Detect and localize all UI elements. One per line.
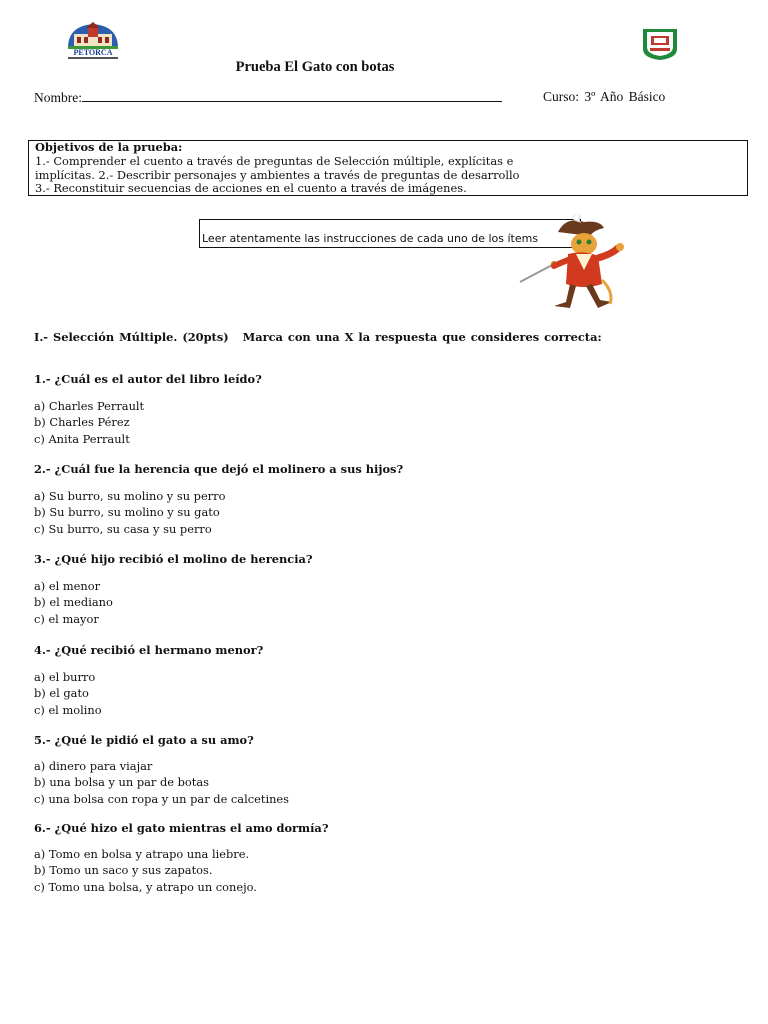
option-a[interactable]: a) el menor <box>34 579 101 593</box>
objective-line: implícitas. 2.- Describir personajes y ambientes a través de preguntas de desarrollo <box>35 167 520 182</box>
option-b[interactable]: b) el mediano <box>34 595 113 610</box>
option-a[interactable]: a) dinero para viajar <box>34 759 153 773</box>
nombre-label: Nombre: <box>34 90 82 105</box>
section-heading <box>34 330 602 344</box>
question-1: 1.- ¿Cuál es el autor del libro leído? <box>34 372 262 386</box>
option-c[interactable]: c) Tomo una bolsa, y atrapo un conejo. <box>34 879 257 894</box>
option-b[interactable]: b) el gato <box>34 686 89 701</box>
curso-label: Curso: 3º Año Básico <box>543 89 666 104</box>
question-1-options <box>34 398 144 447</box>
question-5: 5.- ¿Qué le pidió el gato a su amo? <box>34 733 254 747</box>
section-title: I.- Selección Múltiple. (20pts) <box>34 330 229 344</box>
question-3-options <box>34 578 113 627</box>
option-c[interactable]: c) el molino <box>34 702 102 717</box>
option-a[interactable]: a) Charles Perrault <box>34 399 145 413</box>
instructions-box: Leer atentamente las instrucciones de cada uno de los ítems <box>199 219 581 248</box>
option-c[interactable]: c) Anita Perrault <box>34 431 130 446</box>
option-a[interactable]: a) Tomo en bolsa y atrapo una liebre. <box>34 847 250 861</box>
nombre-field[interactable] <box>34 89 502 106</box>
puss-in-boots-illustration <box>514 214 632 314</box>
objective-line: 3.- Reconstituir secuencias de acciones en el cuento a través de imágenes. <box>35 181 467 196</box>
nombre-blank-line[interactable] <box>82 89 502 102</box>
question-6: 6.- ¿Qué hizo el gato mientras el amo dormía? <box>34 821 329 835</box>
question-2: 2.- ¿Cuál fue la herencia que dejó el molinero a sus hijos? <box>34 462 404 476</box>
petorca-logo <box>64 22 122 60</box>
option-b[interactable]: b) Tomo un saco y sus zapatos. <box>34 863 213 878</box>
option-b[interactable]: b) una bolsa y un par de botas <box>34 775 210 790</box>
question-4: 4.- ¿Qué recibió el hermano menor? <box>34 643 264 657</box>
petorca-logo-text: PETORCA <box>73 48 113 57</box>
question-5-options <box>34 758 289 807</box>
objectives-box <box>28 140 748 196</box>
option-c[interactable]: c) una bolsa con ropa y un par de calcetines <box>34 791 290 806</box>
objective-line: 1.- Comprender el cuento a través de preguntas de Selección múltiple, explícitas e <box>35 153 514 168</box>
option-b[interactable]: b) Su burro, su molino y su gato <box>34 505 220 520</box>
page-title: Prueba El Gato con botas <box>235 59 395 75</box>
option-c[interactable]: c) Su burro, su casa y su perro <box>34 521 212 536</box>
question-4-options <box>34 669 102 718</box>
question-2-options <box>34 488 225 537</box>
option-c[interactable]: c) el mayor <box>34 611 99 626</box>
question-6-options <box>34 846 257 895</box>
option-a[interactable]: a) Su burro, su molino y su perro <box>34 489 226 503</box>
objectives-title: Objetivos de la prueba: <box>35 140 183 154</box>
option-a[interactable]: a) el burro <box>34 670 96 684</box>
question-3: 3.- ¿Qué hijo recibió el molino de herencia? <box>34 552 313 566</box>
option-b[interactable]: b) Charles Pérez <box>34 415 130 430</box>
section-instruction: Marca con una X la respuesta que consideres correcta: <box>242 330 602 344</box>
school-crest-logo <box>640 27 680 61</box>
